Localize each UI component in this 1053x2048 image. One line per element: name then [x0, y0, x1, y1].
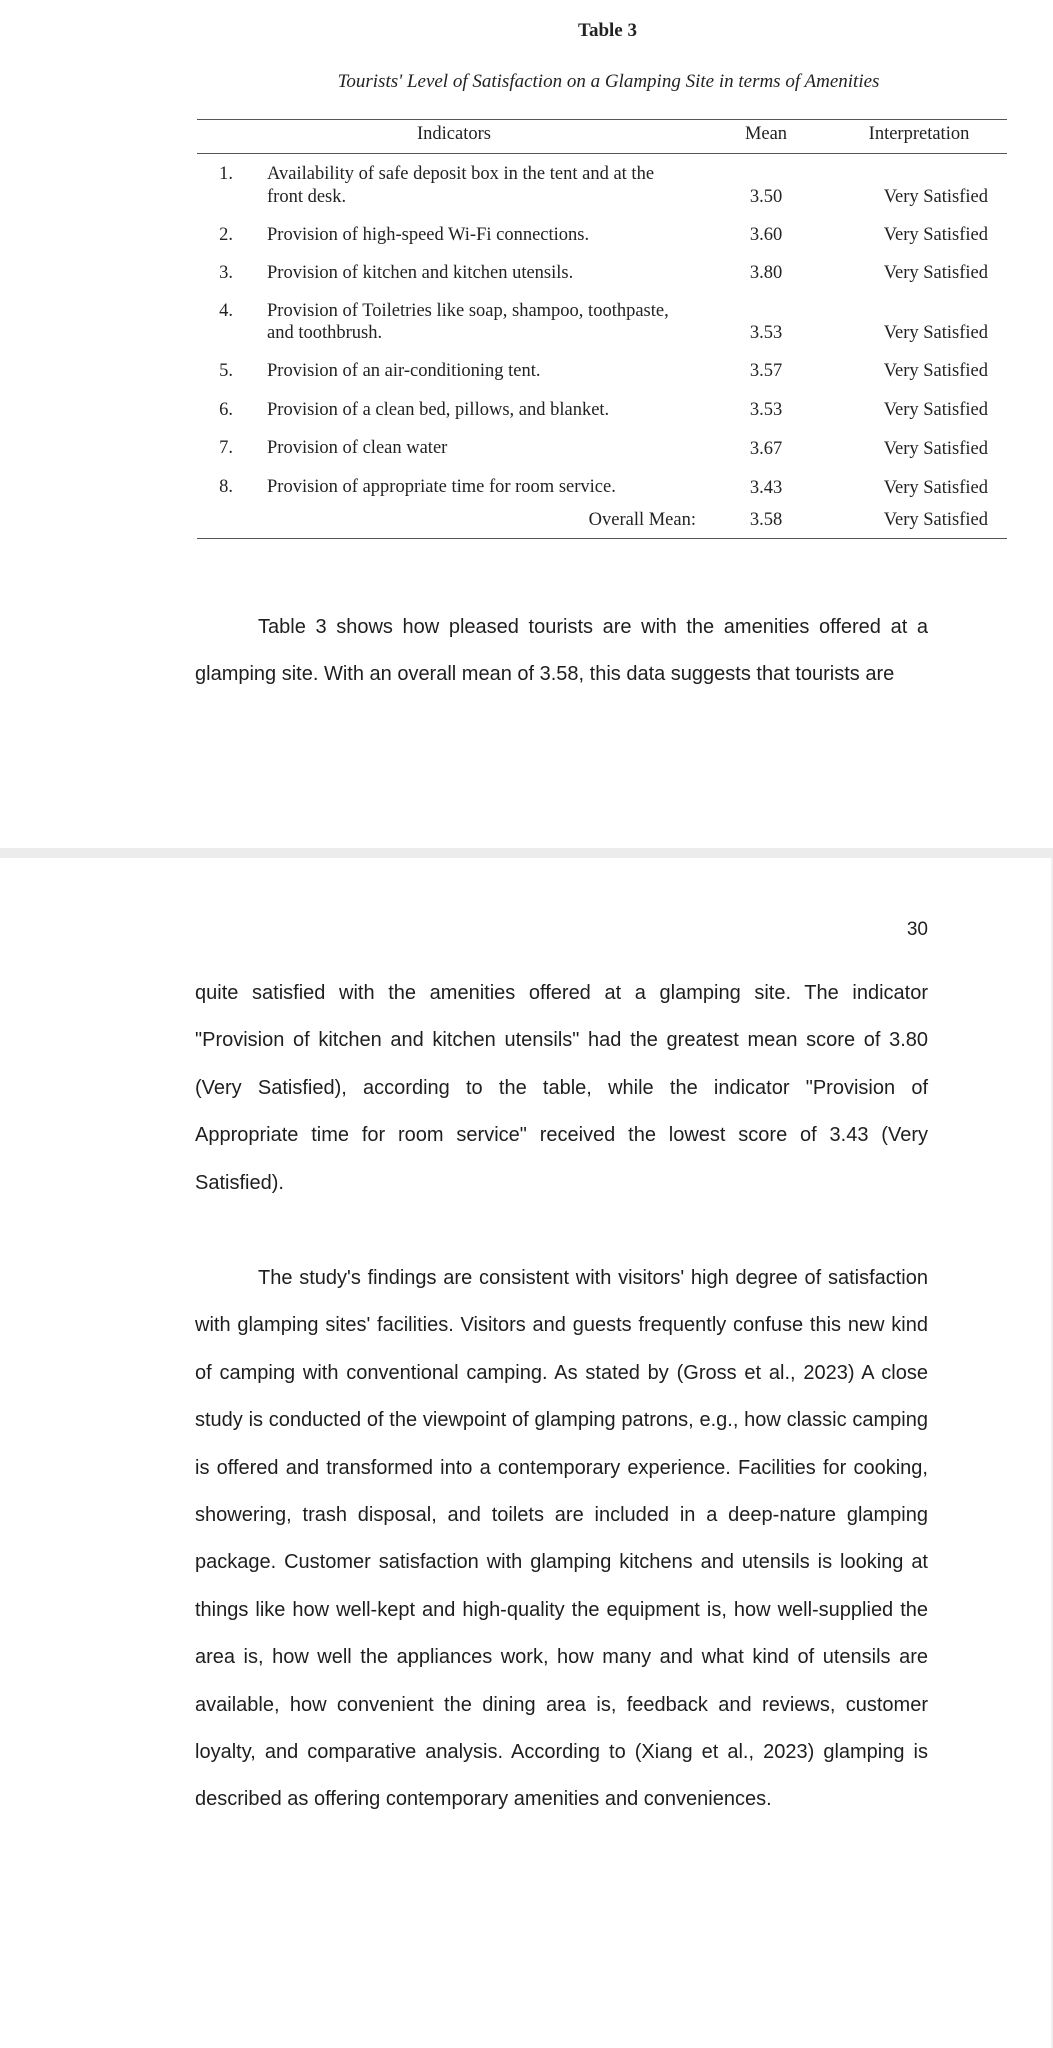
row-mean: 3.53: [749, 323, 783, 343]
page-number: 30: [906, 919, 928, 940]
row-indicator: Provision of Toiletries like soap, shampoo, toothpaste,: [267, 301, 669, 321]
header-interpretation: Interpretation: [868, 124, 970, 144]
header-indicators: Indicators: [417, 124, 491, 144]
table-header-rule: [197, 153, 1007, 154]
row-interpretation: Very Satisfied: [883, 400, 988, 420]
row-indicator: Provision of clean water: [267, 438, 448, 458]
page-separator: [0, 848, 1053, 858]
table-top-rule: [197, 119, 1007, 120]
row-number: 4.: [219, 301, 233, 321]
row-indicator: Availability of safe deposit box in the tent and at the: [267, 164, 655, 184]
body-paragraph: quite satisfied with the amenities offered at a glamping site. The indicator "Provision of kitchen and kitchen utensils" had the greatest mean score of 3.80 (Very Satisfied), according to the table, while the indicator "Provision of Appropriate time for room service" received the lowest score of 3.43 (Very Satisfied).: [195, 982, 928, 1194]
row-number: 1.: [219, 164, 233, 184]
overall-interpretation: Very Satisfied: [883, 510, 988, 530]
row-number: 6.: [219, 400, 233, 420]
row-mean: 3.67: [749, 439, 783, 459]
document-page-2: [0, 858, 1053, 2048]
row-mean: 3.53: [749, 400, 783, 420]
row-indicator: Provision of an air-conditioning tent.: [267, 361, 541, 381]
table-number: Table 3: [578, 20, 637, 41]
row-indicator: Provision of appropriate time for room service.: [267, 477, 616, 497]
body-paragraph: Table 3 shows how pleased tourists are with the amenities offered at a glamping site. With an overall mean of 3.58, this data suggests that tourists are: [195, 616, 928, 686]
row-number: 7.: [219, 438, 233, 458]
row-number: 3.: [219, 263, 233, 283]
header-mean: Mean: [744, 124, 788, 144]
document-page-1: [0, 0, 1053, 848]
body-paragraph: The study's findings are consistent with visitors' high degree of satisfaction with glamping sites' facilities. Visitors and guests frequently confuse this new kind of camping with conventional camping. As stated by (Gross et al., 2023) A close study is conducted of the viewpoint of glamping patrons, e.g., how classic camping is offered and transformed into a contemporary experience. Facilities for cooking, showering, trash disposal, and toilets are included in a deep-nature glamping package. Customer satisfaction with glamping kitchens and utensils is looking at things like how well-kept and high-quality the equipment is, how well-supplied the area is, how well the appliances work, how many and what kind of utensils are available, how convenient the dining area is, feedback and reviews, customer loyalty, and comparative analysis. According to (Xiang et al., 2023) glamping is described as offering contemporary amenities and conveniences.: [195, 1267, 928, 1811]
row-mean: 3.50: [749, 187, 783, 207]
row-mean: 3.80: [749, 263, 783, 283]
overall-mean-label: Overall Mean:: [588, 510, 696, 530]
row-number: 2.: [219, 225, 233, 245]
overall-mean-value: 3.58: [749, 510, 783, 530]
row-interpretation: Very Satisfied: [883, 225, 988, 245]
row-mean: 3.43: [749, 478, 783, 498]
row-indicator-cont: front desk.: [267, 187, 347, 207]
row-indicator: Provision of kitchen and kitchen utensils.: [267, 263, 574, 283]
row-interpretation: Very Satisfied: [883, 323, 988, 343]
table-bottom-rule: [197, 538, 1007, 539]
row-interpretation: Very Satisfied: [883, 478, 988, 498]
row-indicator: Provision of a clean bed, pillows, and blanket.: [267, 400, 610, 420]
table-title: Tourists' Level of Satisfaction on a Glamping Site in terms of Amenities: [337, 71, 880, 92]
row-number: 5.: [219, 361, 233, 381]
row-indicator: Provision of high-speed Wi-Fi connections.: [267, 225, 590, 245]
row-interpretation: Very Satisfied: [883, 439, 988, 459]
row-mean: 3.57: [749, 361, 783, 381]
row-interpretation: Very Satisfied: [883, 263, 988, 283]
row-number: 8.: [219, 477, 233, 497]
row-mean: 3.60: [749, 225, 783, 245]
row-interpretation: Very Satisfied: [883, 361, 988, 381]
row-interpretation: Very Satisfied: [883, 187, 988, 207]
row-indicator-cont: and toothbrush.: [267, 323, 383, 343]
